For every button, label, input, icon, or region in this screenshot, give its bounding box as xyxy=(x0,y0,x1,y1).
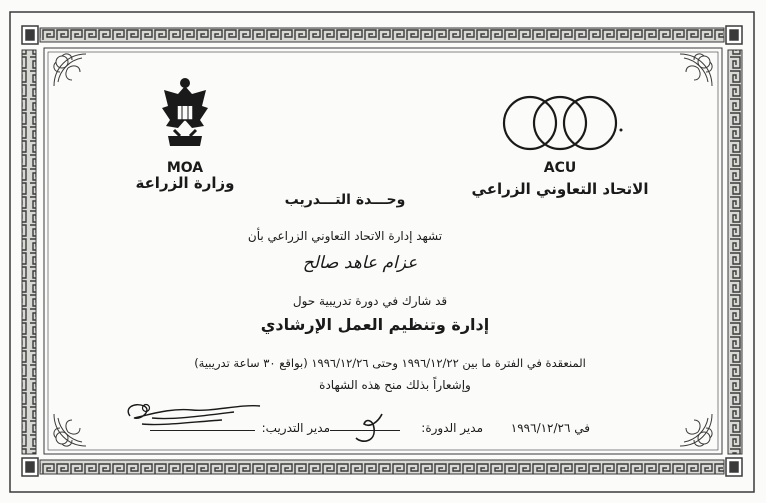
floral-corner-icon xyxy=(50,50,90,90)
right-org-abbr: ACU xyxy=(543,160,577,176)
participant-name: عزام عاهد صالح xyxy=(302,253,418,273)
period-line: المنعقدة في الفترة ما بين ١٩٩٦/١٢/٢٢ وحتى ١٩٩٦/١٢/٢٦ (بواقع ٣٠ ساعة تدريبية) xyxy=(194,356,586,370)
participation-line: قد شارك في دورة تدريبية حول xyxy=(292,294,448,308)
left-org-abbr: MOA xyxy=(166,160,204,176)
acknowledgement-line: وإشعاراً بذلك منح هذه الشهادة xyxy=(319,378,471,392)
course-title: إدارة وتنظيم العمل الإرشادي xyxy=(260,315,490,334)
left-org-name: وزارة الزراعة xyxy=(135,174,235,192)
attestation-line: تشهد إدارة الاتحاد التعاوني الزراعي بأن xyxy=(247,229,443,243)
issue-date: في ١٩٩٦/١٢/٢٦ xyxy=(510,421,590,435)
eagle-emblem-icon xyxy=(160,76,210,158)
course-director-label: مدير الدورة: xyxy=(421,421,483,435)
training-director-label: مدير التدريب: xyxy=(261,421,330,435)
right-org-name: الاتحاد التعاوني الزراعي xyxy=(471,180,649,198)
unit-heading: وحـــدة التـــدريب xyxy=(284,192,406,208)
training-director-signature xyxy=(122,398,267,432)
course-director-signature xyxy=(348,408,388,448)
floral-corner-icon xyxy=(676,410,716,450)
three-rings-logo-icon xyxy=(500,92,630,154)
floral-corner-icon xyxy=(676,50,716,90)
floral-corner-icon xyxy=(50,410,90,450)
